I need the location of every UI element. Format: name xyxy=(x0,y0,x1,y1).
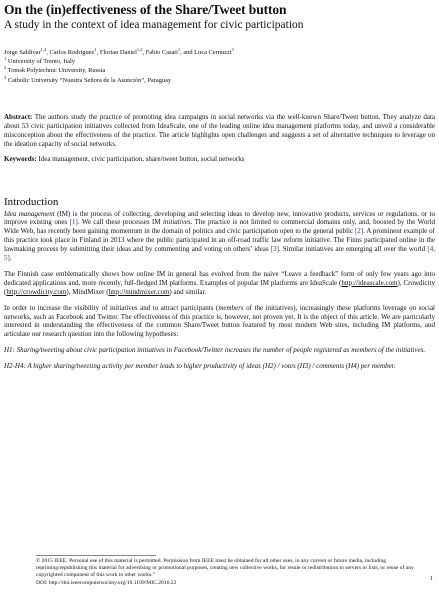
crowdicity-link[interactable]: http://crowdicity.com xyxy=(6,287,67,296)
ideascale-link[interactable]: http://ideascale.com xyxy=(341,278,398,287)
intro-paragraph-2 xyxy=(4,270,435,297)
intro-paragraph-1 xyxy=(4,210,435,263)
affiliation-mark: 3 xyxy=(4,74,7,80)
affiliation-mark: 1 xyxy=(4,55,7,61)
term-initiatives: initiatives xyxy=(162,218,191,227)
citation-link[interactable]: [2] xyxy=(354,227,364,236)
author-list xyxy=(4,48,435,57)
author-name: Jorge Saldivar xyxy=(4,49,41,56)
author-separator: , and xyxy=(180,49,195,56)
author-affiliation-mark: 1 xyxy=(94,46,97,52)
text-run: ), Crowdicity ( xyxy=(4,278,435,296)
copyright-notice: © 2015 IEEE. Personal use of this material is permitted. Permission from IEEE must be obtained for all other uses, in any current or future media, including reprinting/republishing this material for advertising or promotional purposes, creating new collective works, for resale or redistribution to servers or lists, or reuse of any copyrighted component of this work in other works.” xyxy=(36,558,414,579)
paper-title: On the (in)effectiveness of the Share/Tweet button xyxy=(4,2,287,17)
author-separator: , xyxy=(46,49,50,56)
affiliation xyxy=(4,66,435,75)
author-separator: , xyxy=(96,49,100,56)
hypothesis-h1: H1: Sharing/tweeting about civic participation initiatives in Facebook/Twitter increases the number of people registered as members of the initiatives. xyxy=(4,346,426,355)
author-affiliation-mark: 1 xyxy=(177,46,181,52)
term-members: members xyxy=(218,303,244,312)
term-idea-management: Idea management xyxy=(4,209,55,218)
affiliation-text: Catholic University “Nuestra Señora de la Asunción”, Paraguay xyxy=(7,76,172,84)
text-run: (IM) is the process of collecting, developing and selecting ideas to develop new, innovative products, services or regulations, or to improve existing ones xyxy=(4,209,435,227)
author-separator: , xyxy=(142,49,146,56)
abstract-label: Abstract: xyxy=(4,112,33,121)
author-affiliation-mark: 1,2 xyxy=(136,46,143,52)
author-affiliation-mark: 1,2 xyxy=(40,46,47,52)
author-affiliation-mark: 3 xyxy=(231,46,234,52)
paper-subtitle: A study in the context of idea management for civic participation xyxy=(4,19,304,31)
author-name: Fabio Casati xyxy=(145,49,178,56)
author-name: Luca Cernuzzi xyxy=(194,49,232,56)
text-run: of the initiatives), increasingly these platforms leverage on social networks, such as Facebook and Twitter. The effectiveness of this practice is, however, not proven yet. It is the object of this article. We are particularly interested in understanding the effectiveness of the common Share/Tweet button featured by most modern Web sites, including IM platforms, and articulate our research question into the following hypotheses: xyxy=(4,303,435,339)
keywords xyxy=(4,155,435,164)
citation-link[interactable]: [4, 5] xyxy=(4,245,435,263)
footer-divider xyxy=(36,555,156,556)
keywords-text: Idea management, civic participation, share/tweet button, social networks xyxy=(36,154,245,163)
text-run: ) and similar. xyxy=(169,287,207,296)
hypothesis-h2-h4: H2-H4: A higher sharing/tweeting activity per member leads to higher productivity of ideas (H2) / votes (H3) / comments (H4) per member. xyxy=(4,362,396,371)
text-run: . A prominent example of this practice took place in Finland in 2013 where the public participated in an off-road traffic law reform initiative. The Finns participated online in the lawmaking process by submitting their ideas and by commenting and voting on others’ ideas xyxy=(4,227,435,254)
copyright-footer xyxy=(36,558,415,587)
abstract-text: The authors study the practice of promoting idea campaigns in social networks via the well-known Share/Tweet button. They analyze data about 53 civic participation initiatives collected from IdeaScale, one of the leading online idea management platforms today, and unveil a considerable misconception about the effectiveness of the practice. The article highlights open challenges and suggests a set of alternative techniques to leverage on the ideation capacity of social networks. xyxy=(4,112,435,148)
affiliation-text: University of Trento, Italy xyxy=(7,58,75,65)
abstract xyxy=(4,113,435,149)
intro-paragraph-3 xyxy=(4,304,435,340)
text-run: . We call these processes IM xyxy=(77,218,163,227)
page-number: 1 xyxy=(430,576,433,582)
author-name: Florian Daniel xyxy=(99,49,137,56)
text-run: . The practice is not limited to commercial domains only, and, boosted by the World Wide Web, has recently been gaining momentum in the domain of politics and civic participation open to the general public xyxy=(4,218,435,236)
affiliation-text: Tomsk Polytechnic University, Russia xyxy=(7,67,106,75)
text-run: In order to increase the visibility of initiatives and to attract participants ( xyxy=(4,303,219,312)
doi-line: DOI: http://doi.ieeecomputersociety.org/10.1109/MIC.2016.22 xyxy=(36,579,177,586)
text-run: . xyxy=(9,254,12,263)
affiliation xyxy=(4,57,435,66)
affiliation-mark: 2 xyxy=(4,65,7,71)
section-heading-introduction: Introduction xyxy=(4,195,59,208)
affiliation xyxy=(4,76,435,85)
mindmixer-link[interactable]: http://mindmixer.com xyxy=(108,287,170,296)
text-run: The Finnish case emblematically shows how online IM in general has evolved from the naive “Leave a feedback” form of only few years ago into dedicated applications and, more recently, full-fledged IM platforms. Examples of popular IM platforms are IdeaScale ( xyxy=(4,269,435,287)
citation-link[interactable]: [1] xyxy=(69,218,78,227)
keywords-label: Keywords: xyxy=(4,154,37,163)
text-run: . Similar initiatives are emerging all over the world xyxy=(278,245,428,254)
author-name: Carlos Rodriguez xyxy=(49,49,95,56)
citation-link[interactable]: [3] xyxy=(270,245,279,254)
text-run: ), MindMixer ( xyxy=(66,287,109,296)
